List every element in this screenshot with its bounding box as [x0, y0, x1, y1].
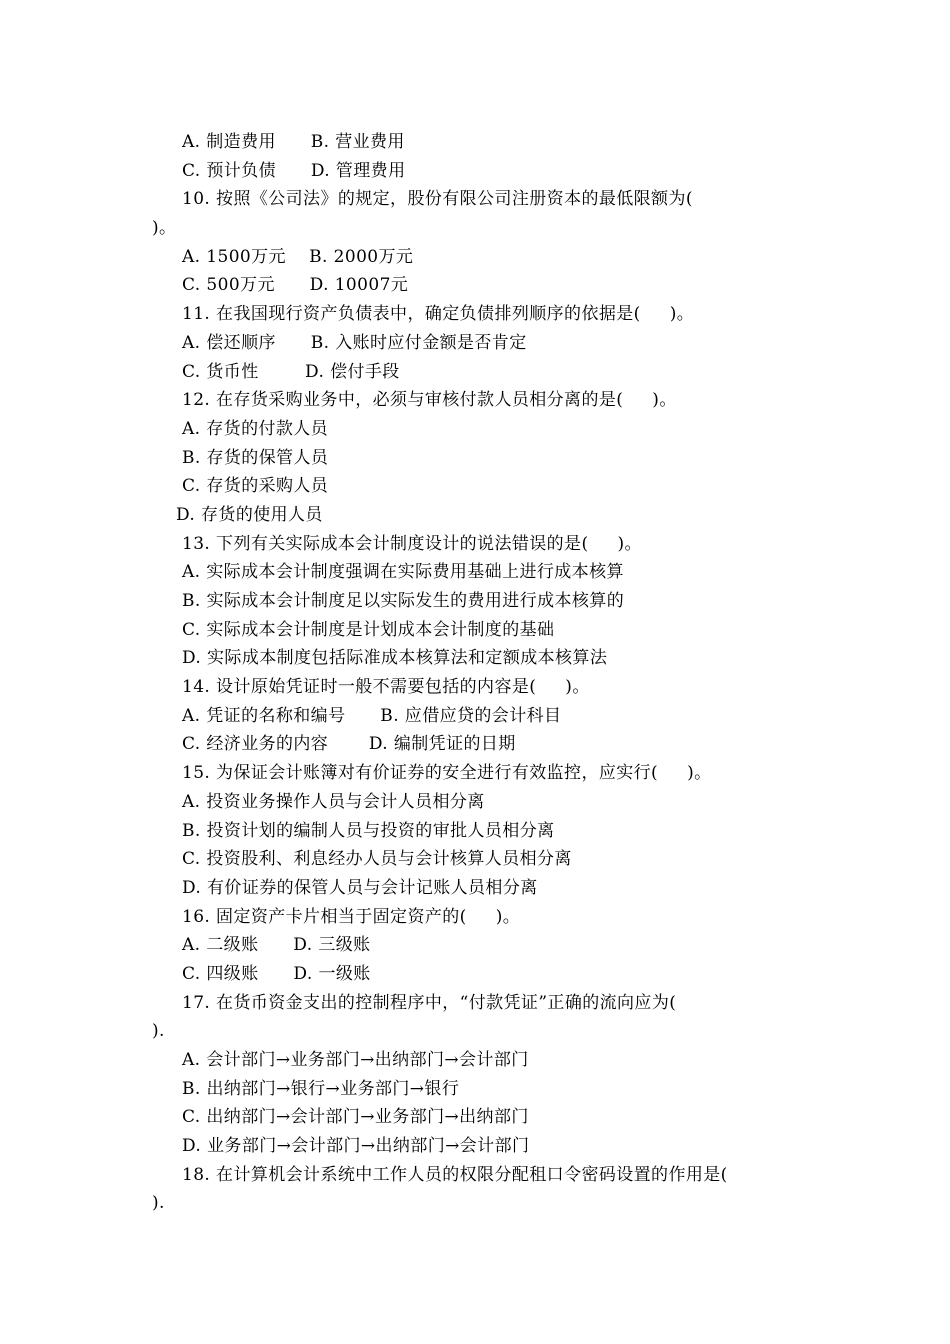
text-line: 14. 设计原始凭证时一般不需要包括的内容是( )。 — [182, 677, 590, 698]
text-line: 10. 按照《公司法》的规定，股份有限公司注册资本的最低限额为( — [182, 189, 693, 210]
text-line: D. 存货的使用人员 — [176, 504, 323, 525]
text-line: A. 二级账 D. 三级账 — [182, 935, 371, 956]
text-line: ). — [152, 1193, 165, 1214]
text-line: C. 存货的采购人员 — [182, 476, 329, 497]
text-line: 15. 为保证会计账簿对有价证券的安全进行有效监控，应实行( )。 — [182, 763, 712, 784]
text-line: C. 投资股利、利息经办人员与会计核算人员相分离 — [182, 849, 572, 870]
text-line: D. 业务部门→会计部门→出纳部门→会计部门 — [182, 1136, 530, 1157]
text-line: A. 存货的付款人员 — [182, 418, 329, 439]
text-line: A. 投资业务操作人员与会计人员相分离 — [182, 791, 485, 812]
text-line: A. 偿还顺序 B. 入账时应付金额是否肯定 — [182, 332, 527, 353]
text-line: B. 投资计划的编制人员与投资的审批人员相分离 — [182, 820, 555, 841]
text-line: B. 存货的保管人员 — [182, 447, 329, 468]
text-line: )。 — [152, 218, 177, 239]
text-line: C. 500万元 D. 10007元 — [182, 275, 409, 296]
text-line: 11. 在我国现行资产负债表中，确定负债排列顺序的依据是( )。 — [182, 304, 695, 325]
text-line: B. 实际成本会计制度足以实际发生的费用进行成本核算的 — [182, 591, 625, 611]
text-line: D. 实际成本制度包括际准成本核算法和定额成本核算法 — [182, 648, 608, 669]
text-line: A. 实际成本会计制度强调在实际费用基础上进行成本核算 — [182, 562, 624, 583]
document-page — [0, 128, 950, 1218]
text-line: 12. 在存货采购业务中，必须与审核付款人员相分离的是( )。 — [182, 390, 677, 411]
text-line: ). — [152, 1021, 165, 1042]
text-line: C. 经济业务的内容 D. 编制凭证的日期 — [182, 734, 516, 755]
text-line: A. 凭证的名称和编号 B. 应借应贷的会计科目 — [182, 705, 562, 726]
text-line: 16. 固定资产卡片相当于固定资产的( )。 — [182, 906, 521, 927]
text-line: 13. 下列有关实际成本会计制度设计的说法错误的是( )。 — [182, 533, 642, 554]
text-line: C. 预计负债 D. 管理费用 — [182, 160, 406, 181]
text-line: A. 1500万元 B. 2000万元 — [182, 246, 414, 267]
text-line: D. 有价证券的保管人员与会计记账人员相分离 — [182, 877, 538, 898]
text-line: 18. 在计算机会计系统中工作人员的权限分配租口令密码设置的作用是( — [182, 1164, 728, 1185]
text-line: C. 出纳部门→会计部门→业务部门→出纳部门 — [182, 1107, 529, 1128]
text-line: 17. 在货币资金支出的控制程序中，“付款凭证”正确的流向应为( — [182, 992, 677, 1013]
question-list — [0, 128, 950, 1218]
text-line: A. 会计部门→业务部门→出纳部门→会计部门 — [182, 1050, 529, 1070]
text-line: C. 实际成本会计制度是计划成本会计制度的基础 — [182, 619, 555, 640]
text-line: C. 货币性 D. 偿付手段 — [182, 361, 400, 382]
text-line: C. 四级账 D. 一级账 — [182, 963, 371, 984]
text-line: B. 出纳部门→银行→业务部门→银行 — [182, 1078, 460, 1099]
text-line: A. 制造费用 B. 营业费用 — [182, 132, 405, 152]
